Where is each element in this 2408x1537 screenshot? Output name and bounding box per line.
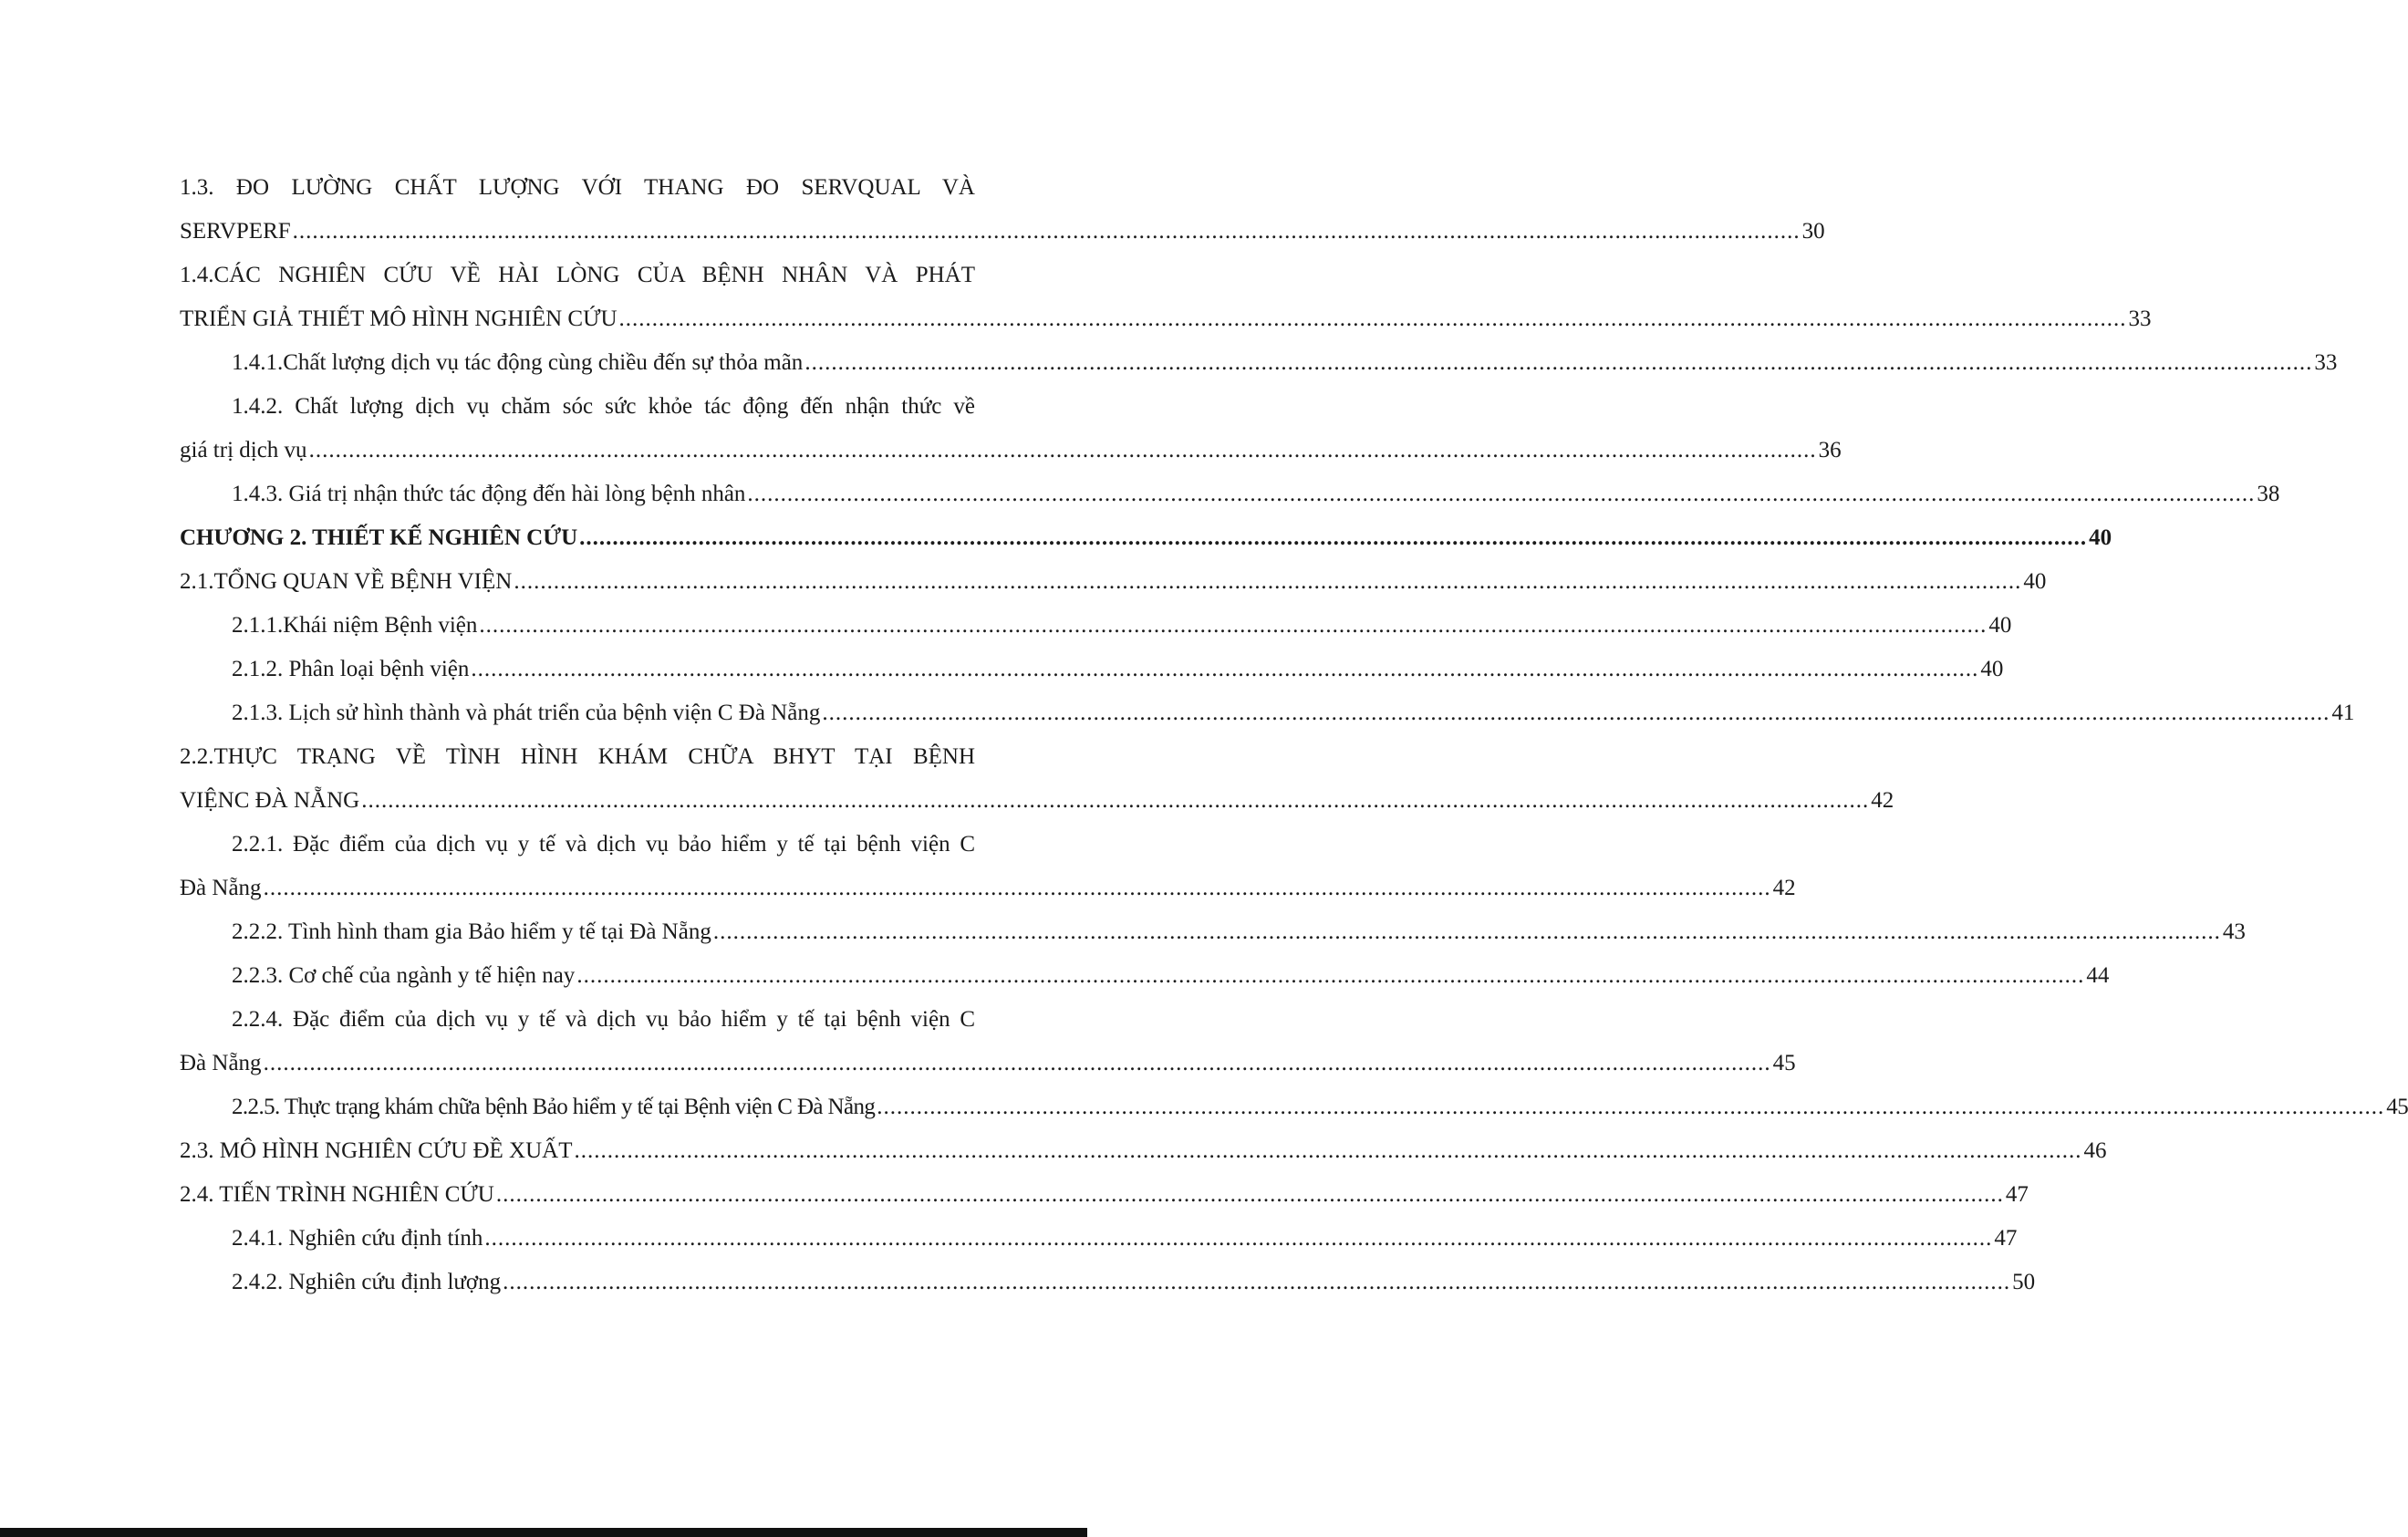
dot-leader	[713, 919, 2221, 946]
toc-entry-2-2-1-line1[interactable]	[180, 831, 975, 858]
toc-entry-2-1[interactable]	[180, 568, 2047, 596]
dot-leader	[479, 612, 1987, 639]
dot-leader	[503, 1269, 2010, 1296]
toc-title: VIỆNC ĐÀ NẴNG	[180, 788, 360, 813]
toc-entry-2-4-1[interactable]	[180, 1225, 2018, 1252]
dot-leader	[619, 306, 2127, 333]
toc-page-number: 42	[1772, 876, 1796, 900]
toc-entry-2-2-5[interactable]	[180, 1094, 2408, 1121]
toc-title: 1.4.3. Giá trị nhận thức tác động đến hài lòng bệnh nhân	[232, 482, 746, 506]
toc-page-number: 46	[2083, 1138, 2107, 1163]
toc-page-number: 50	[2012, 1270, 2036, 1294]
toc-entry-2-2-4-line1[interactable]	[180, 1006, 975, 1033]
toc-title: TRIỂN GIẢ THIẾT MÔ HÌNH NGHIÊN CỨU	[180, 306, 618, 331]
toc-title: 2.4.2. Nghiên cứu định lượng	[232, 1270, 502, 1294]
dot-leader	[264, 875, 1771, 902]
toc-entry-2-1-2[interactable]	[180, 656, 2004, 683]
toc-page-number: 40	[2089, 525, 2112, 550]
toc-entry-1-4-3[interactable]	[180, 481, 2280, 508]
toc-title: 2.2.3. Cơ chế của ngành y tế hiện nay	[232, 963, 576, 988]
toc-entry-1-4-2[interactable]	[180, 437, 1842, 464]
toc-page-number: 45	[2386, 1095, 2408, 1119]
toc-title: giá trị dịch vụ	[180, 438, 307, 462]
toc-entry-1-4-1[interactable]	[180, 349, 2338, 377]
toc-page-number: 44	[2086, 963, 2110, 988]
toc-entry-2-1-1[interactable]	[180, 612, 2012, 639]
toc-page-number: 47	[2005, 1182, 2029, 1207]
toc-page-number: 47	[1994, 1226, 2018, 1251]
toc-title: CHƯƠNG 2. THIẾT KẾ NGHIÊN CỨU	[180, 525, 578, 550]
dot-leader	[579, 524, 2087, 552]
toc-entry-1-4[interactable]	[180, 306, 2152, 333]
toc-title: 2.1.1.Khái niệm Bệnh viện	[232, 613, 478, 638]
toc-page-number: 40	[1980, 657, 2004, 681]
dot-leader	[484, 1225, 1992, 1252]
toc-entry-chapter-2[interactable]	[180, 524, 2112, 552]
toc-page-number: 45	[1772, 1051, 1796, 1075]
toc-title: 2.1.TỔNG QUAN VỀ BỆNH VIỆN	[180, 569, 513, 594]
dot-leader	[264, 1050, 1771, 1077]
toc-entry-2-2[interactable]	[180, 787, 1894, 815]
toc-entry-1-4-line1[interactable]	[180, 262, 975, 289]
table-of-contents	[180, 174, 2408, 1313]
toc-page-number: 36	[1818, 438, 1842, 462]
toc-page-number: 30	[1801, 219, 1825, 244]
toc-entry-1-3[interactable]	[180, 218, 1825, 245]
dot-leader	[471, 656, 1978, 683]
toc-title: 2.3. MÔ HÌNH NGHIÊN CỨU ĐỀ XUẤT	[180, 1138, 573, 1163]
toc-title: 1.3. ĐO LƯỜNG CHẤT LƯỢNG VỚI THANG ĐO SERVQUAL VÀ	[180, 175, 975, 200]
dot-leader	[877, 1094, 2384, 1121]
dot-leader	[576, 962, 2084, 990]
toc-title: 1.4.1.Chất lượng dịch vụ tác động cùng chiều đến sự thỏa mãn	[232, 350, 804, 375]
toc-entry-2-2-4[interactable]	[180, 1050, 1796, 1077]
toc-title: 2.2.1. Đặc điểm của dịch vụ y tế và dịch vụ bảo hiểm y tế tại bệnh viện C	[232, 832, 975, 857]
dot-leader	[496, 1181, 2004, 1209]
toc-title: 2.1.2. Phân loại bệnh viện	[232, 657, 470, 681]
toc-entry-1-4-2-line1[interactable]	[180, 393, 975, 421]
dot-leader	[293, 218, 1801, 245]
toc-page-number: 40	[1988, 613, 2012, 638]
toc-entry-2-2-2[interactable]	[180, 919, 2246, 946]
toc-title: 1.4.CÁC NGHIÊN CỨU VỀ HÀI LÒNG CỦA BỆNH NHÂN VÀ PHÁT	[180, 263, 975, 287]
toc-title: 2.2.5. Thực trạng khám chữa bệnh Bảo hiểm y tế tại Bệnh viện C Đà Nẵng	[232, 1095, 876, 1119]
toc-title: 1.4.2. Chất lượng dịch vụ chăm sóc sức khỏe tác động đến nhận thức về	[232, 394, 975, 419]
toc-title: 2.2.2. Tình hình tham gia Bảo hiểm y tế tại Đà Nẵng	[232, 919, 711, 944]
toc-page-number: 43	[2222, 919, 2246, 944]
toc-title: Đà Nẵng	[180, 1051, 262, 1075]
toc-page-number: 41	[2331, 701, 2355, 725]
toc-title: 2.2.4. Đặc điểm của dịch vụ y tế và dịch vụ bảo hiểm y tế tại bệnh viện C	[232, 1007, 975, 1032]
toc-entry-2-2-1[interactable]	[180, 875, 1796, 902]
dot-leader	[514, 568, 2021, 596]
toc-page-number: 38	[2257, 482, 2280, 506]
toc-entry-2-1-3[interactable]	[180, 700, 2355, 727]
toc-entry-2-4-2[interactable]	[180, 1269, 2036, 1296]
toc-title: SERVPERF	[180, 219, 291, 244]
toc-page-number: 42	[1871, 788, 1894, 813]
toc-title: Đà Nẵng	[180, 876, 262, 900]
dot-leader	[747, 481, 2255, 508]
dot-leader	[361, 787, 1869, 815]
dot-leader	[574, 1137, 2081, 1165]
page-bottom-edge	[0, 1528, 1087, 1537]
toc-title: 2.1.3. Lịch sử hình thành và phát triển của bệnh viện C Đà Nẵng	[232, 701, 821, 725]
toc-title: 2.2.THỰC TRẠNG VỀ TÌNH HÌNH KHÁM CHỮA BHYT TẠI BỆNH	[180, 744, 975, 769]
toc-entry-2-2-line1[interactable]	[180, 743, 975, 771]
dot-leader	[822, 700, 2330, 727]
toc-entry-1-3-line1[interactable]	[180, 174, 975, 202]
toc-page-number: 33	[2314, 350, 2338, 375]
toc-page-number: 33	[2128, 306, 2152, 331]
dot-leader	[309, 437, 1817, 464]
toc-entry-2-2-3[interactable]	[180, 962, 2110, 990]
dot-leader	[804, 349, 2312, 377]
toc-title: 2.4. TIẾN TRÌNH NGHIÊN CỨU	[180, 1182, 494, 1207]
toc-title: 2.4.1. Nghiên cứu định tính	[232, 1226, 483, 1251]
toc-entry-2-4[interactable]	[180, 1181, 2029, 1209]
toc-entry-2-3[interactable]	[180, 1137, 2107, 1165]
toc-page-number: 40	[2023, 569, 2047, 594]
